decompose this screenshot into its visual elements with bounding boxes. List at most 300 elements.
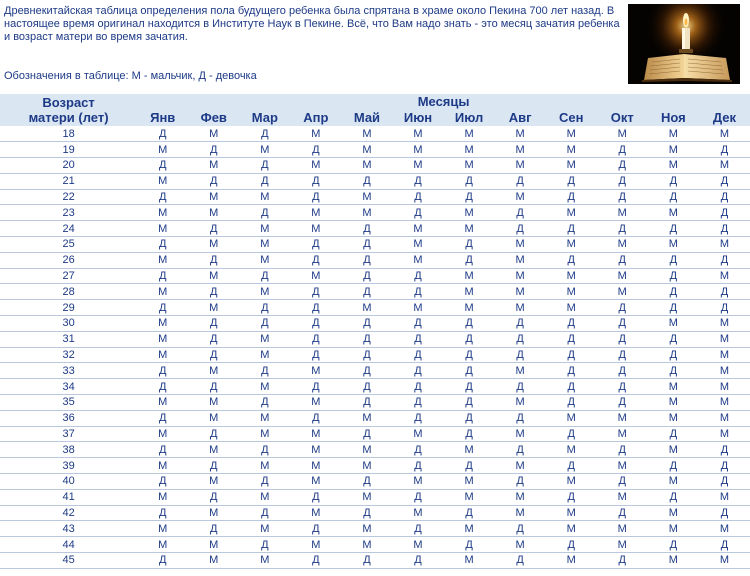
gender-cell: Д	[392, 331, 443, 347]
gender-cell: М	[392, 158, 443, 174]
table-row	[0, 537, 750, 553]
table-row	[0, 410, 750, 426]
gender-cell: Д	[239, 316, 290, 332]
gender-cell: Д	[597, 300, 648, 316]
gender-cell: М	[495, 537, 546, 553]
gender-cell: Д	[341, 284, 392, 300]
gender-cell: Д	[495, 205, 546, 221]
gender-cell: М	[648, 205, 699, 221]
age-cell: 19	[0, 142, 137, 158]
gender-cell: М	[699, 410, 750, 426]
gender-cell: М	[188, 205, 239, 221]
gender-cell: М	[188, 300, 239, 316]
gender-cell: М	[699, 268, 750, 284]
table-row	[0, 363, 750, 379]
age-cell: 37	[0, 426, 137, 442]
gender-cell: Д	[444, 347, 495, 363]
gender-cell: Д	[392, 173, 443, 189]
gender-cell: М	[392, 474, 443, 490]
gender-cell: М	[444, 474, 495, 490]
gender-cell: М	[392, 252, 443, 268]
month-header: Окт	[597, 110, 648, 126]
age-cell: 34	[0, 379, 137, 395]
table-row	[0, 347, 750, 363]
gender-cell: Д	[546, 173, 597, 189]
gender-cell: М	[495, 284, 546, 300]
age-cell: 28	[0, 284, 137, 300]
gender-cell: М	[648, 158, 699, 174]
month-header: Фев	[188, 110, 239, 126]
gender-cell: М	[648, 442, 699, 458]
gender-cell: Д	[546, 252, 597, 268]
table-row	[0, 379, 750, 395]
gender-cell: Д	[137, 474, 188, 490]
gender-cell: М	[137, 395, 188, 411]
gender-cell: Д	[290, 284, 341, 300]
gender-cell: Д	[444, 505, 495, 521]
table-row	[0, 221, 750, 237]
gender-cell: Д	[239, 268, 290, 284]
gender-cell: Д	[341, 237, 392, 253]
gender-cell: М	[699, 158, 750, 174]
gender-cell: Д	[546, 426, 597, 442]
gender-cell: Д	[392, 363, 443, 379]
gender-cell: Д	[188, 331, 239, 347]
age-cell: 29	[0, 300, 137, 316]
gender-cell: Д	[648, 221, 699, 237]
gender-cell: М	[239, 331, 290, 347]
gender-cell: Д	[648, 189, 699, 205]
gender-cell: М	[188, 553, 239, 569]
gender-cell: М	[648, 316, 699, 332]
gender-cell: М	[597, 268, 648, 284]
gender-cell: Д	[597, 331, 648, 347]
gender-cell: Д	[341, 173, 392, 189]
gender-cell: М	[137, 221, 188, 237]
table-row	[0, 300, 750, 316]
gender-cell: М	[341, 489, 392, 505]
gender-cell: М	[648, 142, 699, 158]
age-cell: 33	[0, 363, 137, 379]
gender-cell: Д	[495, 316, 546, 332]
gender-cell: М	[444, 521, 495, 537]
gender-cell: Д	[546, 458, 597, 474]
gender-cell: Д	[239, 363, 290, 379]
gender-cell: Д	[239, 126, 290, 142]
gender-cell: Д	[341, 474, 392, 490]
gender-cell: Д	[597, 395, 648, 411]
gender-cell: М	[392, 537, 443, 553]
gender-cell: Д	[444, 331, 495, 347]
gender-cell: Д	[341, 268, 392, 284]
gender-cell: Д	[495, 221, 546, 237]
gender-cell: Д	[341, 221, 392, 237]
gender-cell: Д	[137, 158, 188, 174]
gender-cell: Д	[597, 505, 648, 521]
gender-cell: Д	[239, 300, 290, 316]
gender-cell: Д	[188, 426, 239, 442]
gender-cell: Д	[392, 347, 443, 363]
gender-cell: М	[392, 300, 443, 316]
gender-cell: М	[239, 189, 290, 205]
gender-cell: М	[495, 126, 546, 142]
age-cell: 24	[0, 221, 137, 237]
age-column-header	[0, 94, 137, 126]
gender-cell: М	[546, 126, 597, 142]
gender-cell: Д	[699, 221, 750, 237]
gender-cell: Д	[648, 426, 699, 442]
gender-cell: М	[699, 363, 750, 379]
gender-cell: М	[188, 474, 239, 490]
gender-cell: Д	[341, 331, 392, 347]
gender-cell: М	[341, 158, 392, 174]
gender-cell: М	[495, 158, 546, 174]
gender-cell: М	[188, 158, 239, 174]
gender-cell: Д	[392, 189, 443, 205]
gender-cell: М	[597, 521, 648, 537]
age-cell: 41	[0, 489, 137, 505]
gender-cell: М	[137, 142, 188, 158]
age-cell: 22	[0, 189, 137, 205]
gender-cell: Д	[597, 316, 648, 332]
gender-cell: Д	[699, 173, 750, 189]
gender-cell: Д	[392, 442, 443, 458]
gender-cell: Д	[188, 284, 239, 300]
gender-cell: Д	[648, 537, 699, 553]
gender-cell: М	[597, 205, 648, 221]
gender-cell: М	[495, 426, 546, 442]
table-row	[0, 268, 750, 284]
gender-cell: Д	[290, 489, 341, 505]
age-cell: 35	[0, 395, 137, 411]
gender-cell: Д	[290, 331, 341, 347]
gender-cell: М	[444, 284, 495, 300]
gender-cell: М	[648, 126, 699, 142]
gender-cell: М	[495, 252, 546, 268]
gender-table	[0, 94, 750, 569]
gender-cell: М	[546, 237, 597, 253]
table-row	[0, 553, 750, 569]
gender-cell: Д	[648, 252, 699, 268]
gender-cell: Д	[444, 379, 495, 395]
gender-cell: Д	[239, 474, 290, 490]
gender-cell: М	[495, 489, 546, 505]
gender-cell: М	[239, 458, 290, 474]
table-row	[0, 158, 750, 174]
gender-cell: Д	[137, 268, 188, 284]
gender-cell: Д	[444, 189, 495, 205]
month-header: Апр	[290, 110, 341, 126]
gender-cell: М	[444, 126, 495, 142]
gender-cell: Д	[341, 347, 392, 363]
gender-cell: М	[392, 142, 443, 158]
gender-cell: М	[699, 426, 750, 442]
gender-cell: Д	[137, 379, 188, 395]
gender-cell: М	[290, 221, 341, 237]
gender-cell: Д	[392, 316, 443, 332]
gender-cell: М	[495, 142, 546, 158]
gender-cell: М	[341, 537, 392, 553]
gender-cell: Д	[137, 553, 188, 569]
gender-cell: Д	[392, 458, 443, 474]
gender-cell: М	[137, 205, 188, 221]
gender-cell: М	[239, 284, 290, 300]
age-cell: 30	[0, 316, 137, 332]
gender-cell: М	[341, 442, 392, 458]
gender-cell: М	[341, 521, 392, 537]
gender-cell: М	[137, 537, 188, 553]
age-cell: 39	[0, 458, 137, 474]
gender-cell: Д	[699, 252, 750, 268]
gender-cell: Д	[699, 505, 750, 521]
gender-cell: Д	[444, 537, 495, 553]
gender-cell: Д	[546, 537, 597, 553]
gender-cell: М	[290, 426, 341, 442]
table-row	[0, 126, 750, 142]
gender-cell: Д	[239, 205, 290, 221]
gender-cell: М	[444, 442, 495, 458]
gender-cell: М	[546, 142, 597, 158]
gender-cell: Д	[648, 458, 699, 474]
gender-cell: Д	[648, 173, 699, 189]
table-row	[0, 426, 750, 442]
gender-cell: Д	[188, 379, 239, 395]
gender-cell: Д	[699, 442, 750, 458]
gender-cell: М	[239, 410, 290, 426]
gender-cell: Д	[444, 252, 495, 268]
gender-cell: Д	[392, 410, 443, 426]
gender-cell: Д	[648, 284, 699, 300]
gender-cell: М	[290, 126, 341, 142]
gender-cell: М	[392, 126, 443, 142]
gender-cell: Д	[392, 379, 443, 395]
gender-cell: Д	[290, 379, 341, 395]
age-cell: 21	[0, 173, 137, 189]
gender-cell: Д	[392, 205, 443, 221]
gender-cell: Д	[290, 410, 341, 426]
gender-cell: Д	[546, 395, 597, 411]
gender-cell: М	[188, 363, 239, 379]
gender-cell: М	[495, 268, 546, 284]
gender-cell: М	[444, 300, 495, 316]
gender-cell: Д	[239, 442, 290, 458]
gender-cell: Д	[290, 173, 341, 189]
gender-cell: Д	[290, 316, 341, 332]
gender-cell: М	[188, 410, 239, 426]
gender-cell: Д	[597, 347, 648, 363]
table-row	[0, 505, 750, 521]
gender-cell: Д	[188, 489, 239, 505]
candle-and-book-icon	[628, 4, 740, 84]
gender-cell: Д	[597, 252, 648, 268]
gender-cell: М	[341, 300, 392, 316]
gender-cell: М	[290, 363, 341, 379]
gender-cell: Д	[341, 316, 392, 332]
age-cell: 25	[0, 237, 137, 253]
gender-cell: М	[290, 442, 341, 458]
gender-cell: Д	[188, 173, 239, 189]
month-header: Сен	[546, 110, 597, 126]
gender-cell: Д	[546, 489, 597, 505]
gender-cell: Д	[137, 126, 188, 142]
gender-cell: Д	[188, 347, 239, 363]
gender-cell: М	[341, 126, 392, 142]
gender-cell: М	[188, 189, 239, 205]
gender-cell: Д	[546, 221, 597, 237]
gender-cell: М	[239, 347, 290, 363]
age-cell: 31	[0, 331, 137, 347]
gender-cell: М	[546, 268, 597, 284]
gender-cell: М	[546, 505, 597, 521]
gender-cell: М	[597, 537, 648, 553]
gender-cell: М	[137, 331, 188, 347]
table-row	[0, 489, 750, 505]
gender-cell: М	[239, 489, 290, 505]
gender-cell: Д	[444, 316, 495, 332]
gender-cell: Д	[392, 268, 443, 284]
gender-cell: М	[648, 521, 699, 537]
gender-cell: М	[188, 537, 239, 553]
gender-cell: М	[239, 252, 290, 268]
gender-cell: М	[137, 458, 188, 474]
gender-cell: Д	[495, 331, 546, 347]
gender-cell: М	[444, 489, 495, 505]
gender-cell: М	[495, 363, 546, 379]
gender-cell: Д	[648, 331, 699, 347]
gender-cell: Д	[546, 363, 597, 379]
gender-cell: М	[137, 426, 188, 442]
gender-cell: М	[290, 158, 341, 174]
gender-cell: Д	[699, 284, 750, 300]
gender-cell: Д	[648, 268, 699, 284]
gender-cell: Д	[597, 173, 648, 189]
gender-cell: М	[239, 521, 290, 537]
table-row	[0, 521, 750, 537]
gender-cell: М	[699, 379, 750, 395]
gender-cell: Д	[341, 379, 392, 395]
gender-cell: Д	[290, 347, 341, 363]
gender-cell: М	[597, 126, 648, 142]
gender-cell: Д	[137, 363, 188, 379]
age-cell: 45	[0, 553, 137, 569]
gender-cell: Д	[546, 379, 597, 395]
gender-cell: М	[290, 268, 341, 284]
gender-cell: М	[392, 237, 443, 253]
gender-cell: М	[239, 237, 290, 253]
gender-cell: Д	[137, 505, 188, 521]
gender-cell: Д	[137, 300, 188, 316]
gender-cell: М	[699, 316, 750, 332]
gender-cell: М	[137, 284, 188, 300]
gender-cell: М	[597, 237, 648, 253]
gender-cell: М	[648, 379, 699, 395]
gender-cell: М	[137, 252, 188, 268]
gender-cell: Д	[597, 553, 648, 569]
gender-cell: Д	[597, 363, 648, 379]
gender-cell: Д	[495, 410, 546, 426]
gender-cell: Д	[290, 237, 341, 253]
month-header: Июл	[444, 110, 495, 126]
legend-text: Обозначения в таблице: М - мальчик, Д - девочка	[4, 70, 257, 82]
age-cell: 44	[0, 537, 137, 553]
gender-cell: М	[239, 221, 290, 237]
gender-cell: Д	[495, 521, 546, 537]
age-cell: 42	[0, 505, 137, 521]
gender-cell: М	[137, 173, 188, 189]
month-header: Мар	[239, 110, 290, 126]
gender-cell: Д	[546, 347, 597, 363]
gender-cell: Д	[290, 300, 341, 316]
gender-cell: Д	[341, 395, 392, 411]
age-cell: 32	[0, 347, 137, 363]
gender-cell: М	[546, 410, 597, 426]
gender-cell: М	[546, 442, 597, 458]
gender-cell: Д	[239, 395, 290, 411]
gender-cell: М	[444, 553, 495, 569]
gender-cell: Д	[597, 379, 648, 395]
age-cell: 23	[0, 205, 137, 221]
gender-cell: Д	[188, 458, 239, 474]
gender-cell: Д	[239, 537, 290, 553]
gender-cell: М	[648, 395, 699, 411]
gender-cell: М	[290, 474, 341, 490]
gender-cell: Д	[495, 173, 546, 189]
gender-cell: М	[699, 237, 750, 253]
gender-cell: Д	[392, 553, 443, 569]
age-cell: 40	[0, 474, 137, 490]
gender-cell: Д	[495, 474, 546, 490]
gender-cell: Д	[444, 237, 495, 253]
gender-cell: Д	[648, 347, 699, 363]
gender-cell: М	[546, 205, 597, 221]
gender-cell: Д	[444, 395, 495, 411]
gender-cell: Д	[137, 189, 188, 205]
gender-cell: М	[188, 442, 239, 458]
gender-cell: Д	[546, 189, 597, 205]
gender-cell: М	[699, 395, 750, 411]
gender-cell: М	[290, 205, 341, 221]
table-row	[0, 205, 750, 221]
months-group-header: Месяцы	[137, 94, 750, 110]
age-cell: 27	[0, 268, 137, 284]
gender-cell: М	[188, 505, 239, 521]
gender-cell: Д	[239, 505, 290, 521]
gender-cell: Д	[495, 347, 546, 363]
gender-cell: М	[546, 553, 597, 569]
gender-cell: М	[341, 205, 392, 221]
gender-cell: М	[290, 537, 341, 553]
gender-cell: М	[597, 410, 648, 426]
gender-cell: Д	[290, 142, 341, 158]
gender-cell: М	[546, 521, 597, 537]
gender-cell: Д	[290, 553, 341, 569]
gender-cell: М	[444, 158, 495, 174]
gender-cell: М	[648, 237, 699, 253]
gender-cell: М	[239, 426, 290, 442]
gender-cell: М	[239, 379, 290, 395]
gender-cell: М	[444, 205, 495, 221]
table-row	[0, 331, 750, 347]
month-header: Дек	[699, 110, 750, 126]
gender-cell: М	[597, 426, 648, 442]
table-row	[0, 142, 750, 158]
gender-cell: М	[188, 268, 239, 284]
gender-cell: Д	[597, 158, 648, 174]
gender-cell: М	[341, 458, 392, 474]
gender-cell: М	[392, 426, 443, 442]
gender-cell: М	[648, 553, 699, 569]
table-row	[0, 284, 750, 300]
